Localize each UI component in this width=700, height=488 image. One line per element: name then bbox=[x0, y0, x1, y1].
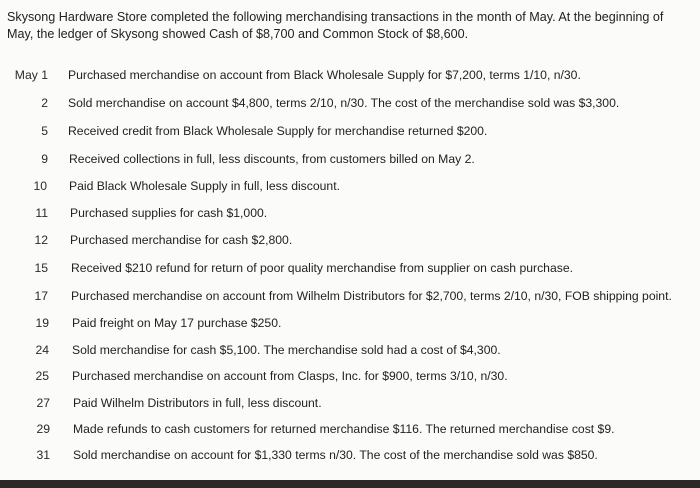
bottom-edge-bar bbox=[0, 480, 700, 488]
transaction-date: 5 bbox=[41, 124, 48, 138]
transaction-description: Purchased merchandise on account from Wilhelm Distributors for $2,700, terms 2/10, n/30, FOB shipping point. bbox=[71, 289, 672, 303]
transaction-date: 11 bbox=[35, 206, 48, 220]
transaction-description: Sold merchandise for cash $5,100. The merchandise sold had a cost of $4,300. bbox=[72, 343, 501, 357]
transaction-row bbox=[0, 122, 700, 140]
transaction-row bbox=[0, 177, 700, 195]
transaction-date: 17 bbox=[34, 289, 48, 303]
transaction-date: May 1 bbox=[14, 68, 48, 82]
transaction-date: 15 bbox=[34, 261, 48, 275]
transaction-row bbox=[0, 287, 700, 305]
transaction-row bbox=[0, 394, 700, 412]
transaction-date: 9 bbox=[41, 152, 48, 166]
transaction-description: Paid Wilhelm Distributors in full, less discount. bbox=[73, 396, 322, 410]
transaction-description: Received credit from Black Wholesale Supply for merchandise returned $200. bbox=[68, 124, 488, 138]
transaction-description: Purchased merchandise on account from Clasps, Inc. for $900, terms 3/10, n/30. bbox=[72, 369, 508, 383]
transaction-row bbox=[0, 259, 700, 277]
transaction-description: Purchased merchandise for cash $2,800. bbox=[70, 233, 293, 247]
transaction-date: 10 bbox=[33, 179, 47, 193]
transaction-row bbox=[0, 150, 700, 168]
transaction-description: Paid freight on May 17 purchase $250. bbox=[72, 316, 282, 330]
transaction-date: 29 bbox=[36, 422, 50, 436]
transaction-date: 31 bbox=[36, 448, 50, 462]
transaction-description: Received collections in full, less discounts, from customers billed on May 2. bbox=[69, 152, 475, 166]
transaction-row bbox=[0, 204, 700, 222]
transaction-description: Purchased merchandise on account from Black Wholesale Supply for $7,200, terms 1/10, n/30. bbox=[68, 68, 581, 82]
problem-intro: Skysong Hardware Store completed the following merchandising transactions in the month of May. At the beginning of May, the ledger of Skysong showed Cash of $8,700 and Common Stock of $8,600. bbox=[7, 10, 664, 41]
transaction-date: 27 bbox=[36, 396, 50, 410]
transaction-row bbox=[0, 420, 700, 438]
transaction-description: Sold merchandise on account $4,800, terms 2/10, n/30. The cost of the merchandise sold was $3,300. bbox=[68, 96, 620, 110]
transaction-date: 25 bbox=[35, 369, 49, 383]
transaction-date: 19 bbox=[35, 316, 49, 330]
transaction-row bbox=[0, 341, 700, 359]
transaction-row bbox=[0, 446, 700, 464]
transaction-date: 2 bbox=[41, 96, 48, 110]
transaction-row bbox=[0, 367, 700, 385]
transaction-description: Received $210 refund for return of poor quality merchandise from supplier on cash purchase. bbox=[71, 261, 573, 275]
transaction-date: 12 bbox=[34, 233, 48, 247]
transaction-date: 24 bbox=[35, 343, 49, 357]
transaction-row bbox=[0, 66, 700, 84]
transaction-description: Sold merchandise on account for $1,330 terms n/30. The cost of the merchandise sold was $850. bbox=[73, 448, 598, 462]
transaction-row bbox=[0, 94, 700, 112]
transaction-description: Purchased supplies for cash $1,000. bbox=[70, 206, 268, 220]
transaction-description: Made refunds to cash customers for returned merchandise $116. The returned merchandise cost $9. bbox=[73, 422, 615, 436]
transaction-row bbox=[0, 231, 700, 249]
transaction-row bbox=[0, 314, 700, 332]
transaction-description: Paid Black Wholesale Supply in full, less discount. bbox=[69, 179, 340, 193]
